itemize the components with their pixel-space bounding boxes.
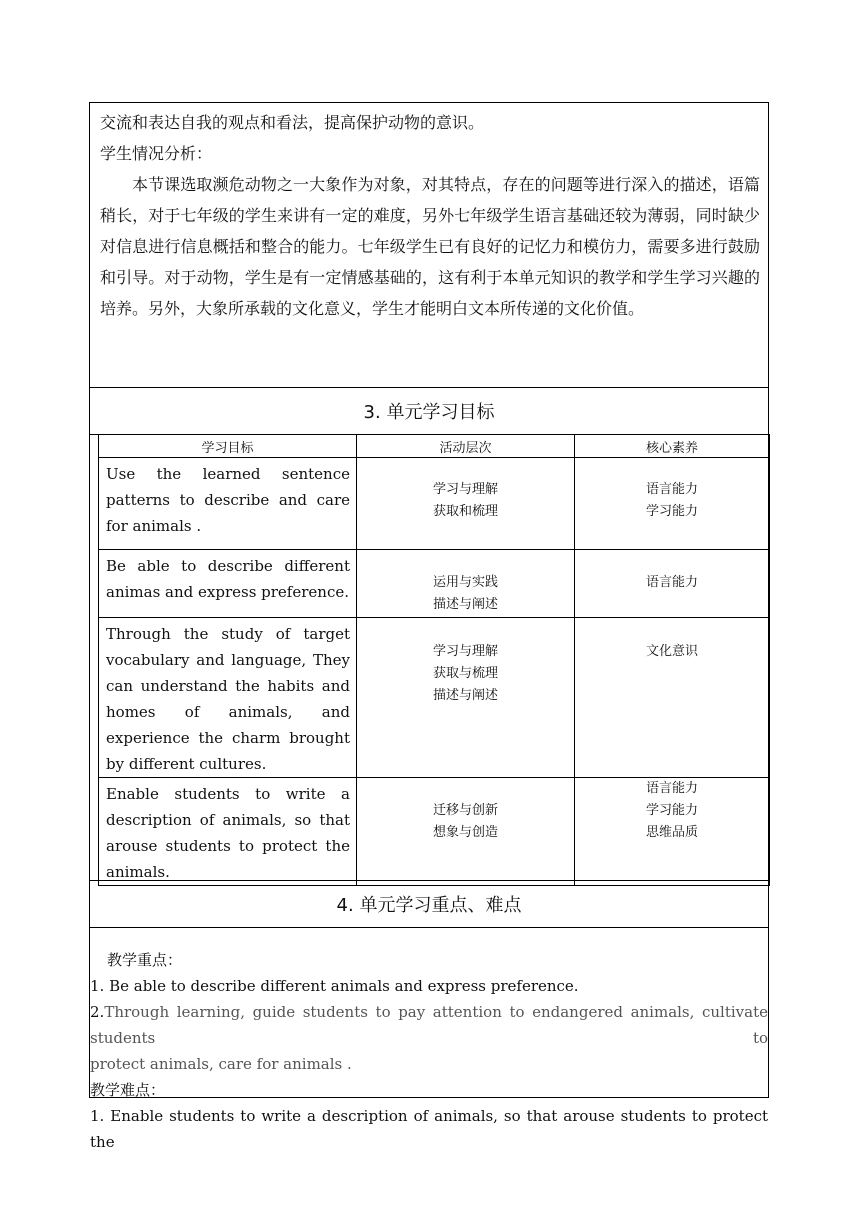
activity-item: 获取与梳理	[432, 666, 498, 681]
table-row	[99, 458, 770, 550]
goal-cell: Be able to describe different animas and express preference.	[99, 550, 357, 618]
focus-item-1: 1. Be able to describe different animals and express preference.	[90, 977, 579, 995]
activity-item: 迁移与创新	[432, 803, 498, 818]
literacy-cell	[575, 778, 770, 886]
activity-item: 学习与理解	[432, 482, 498, 497]
literacy-item: 语言能力	[645, 575, 698, 590]
lesson-plan-frame	[89, 102, 769, 1151]
table-row	[99, 778, 770, 886]
analysis-body: 本节课选取濒危动物之一大象作为对象，对其特点，存在的问题等进行深入的描述，语篇稍长，对于七年级的学生来讲有一定的难度，另外七年级学生语言基础还较为薄弱，同时缺少对信息进行信息概括和整合的能力。七年级学生已有良好的记忆力和模仿力，需要多进行鼓励和引导。对于动物，学生是有一定情感基础的，这有利于本单元知识的教学和学生学习兴趣的培养。另外，大象所承载的文化意义，学生才能明白文本所传递的文化价值。	[100, 175, 760, 318]
section-3-heading	[90, 387, 768, 435]
activity-cell	[357, 618, 575, 778]
activity-item: 学习与理解	[432, 644, 498, 659]
focus-label: 教学重点：	[107, 951, 183, 969]
difficulty-item-1: 1. Enable students to write a description of animals, so that arouse students to protect the	[90, 1107, 768, 1151]
intro-line: 交流和表达自我的观点和看法，提高保护动物的意识。	[100, 113, 485, 132]
literacy-cell	[575, 458, 770, 550]
activity-cell	[357, 458, 575, 550]
literacy-item: 语言能力	[645, 482, 698, 497]
activity-item: 描述与阐述	[432, 597, 498, 612]
goal-cell: Through the study of target vocabulary and language, They can understand the habits and homes of animals, and experience the charm brought by different cultures.	[99, 618, 357, 778]
literacy-item: 文化意识	[645, 644, 698, 659]
goal-cell: Enable students to write a description of animals, so that arouse students to protect the animals.	[99, 778, 357, 886]
goals-table-wrap	[98, 434, 769, 886]
activity-item: 运用与实践	[432, 575, 498, 590]
student-analysis-section	[100, 107, 760, 324]
focus-item-2-number: 2.	[90, 1003, 105, 1021]
focus-item-2-line2: protect animals, care for animals .	[90, 1055, 352, 1073]
goals-table-header	[99, 435, 770, 458]
literacy-item: 学习能力	[645, 504, 698, 519]
table-row	[99, 618, 770, 778]
activity-cell	[357, 778, 575, 886]
section-4-title: 4. 单元学习重点、难点	[336, 895, 522, 916]
activity-item: 描述与阐述	[432, 688, 498, 703]
header-literacy: 核心素养	[575, 435, 770, 458]
literacy-cell	[575, 618, 770, 778]
activity-item: 想象与创造	[432, 825, 498, 840]
table-row	[99, 550, 770, 618]
header-activity: 活动层次	[357, 435, 575, 458]
section-4-heading	[90, 880, 768, 928]
goals-table	[98, 434, 770, 886]
difficulty-label: 教学难点：	[90, 1081, 166, 1099]
header-goal: 学习目标	[99, 435, 357, 458]
focus-item-2-line1	[90, 999, 768, 1051]
section-3-title: 3. 单元学习目标	[363, 402, 495, 423]
literacy-cell	[575, 550, 770, 618]
analysis-title: 学生情况分析：	[100, 144, 213, 163]
focus-item-2-text: Through learning, guide students to pay attention to endangered animals, cultivate students to	[90, 1003, 768, 1047]
activity-cell	[357, 550, 575, 618]
goal-cell: Use the learned sentence patterns to describe and care for animals .	[99, 458, 357, 550]
literacy-item: 思维品质	[645, 825, 698, 840]
literacy-item: 语言能力	[645, 781, 698, 796]
keypoints-section	[90, 947, 768, 1155]
activity-item: 获取和梳理	[432, 504, 498, 519]
literacy-item: 学习能力	[645, 803, 698, 818]
